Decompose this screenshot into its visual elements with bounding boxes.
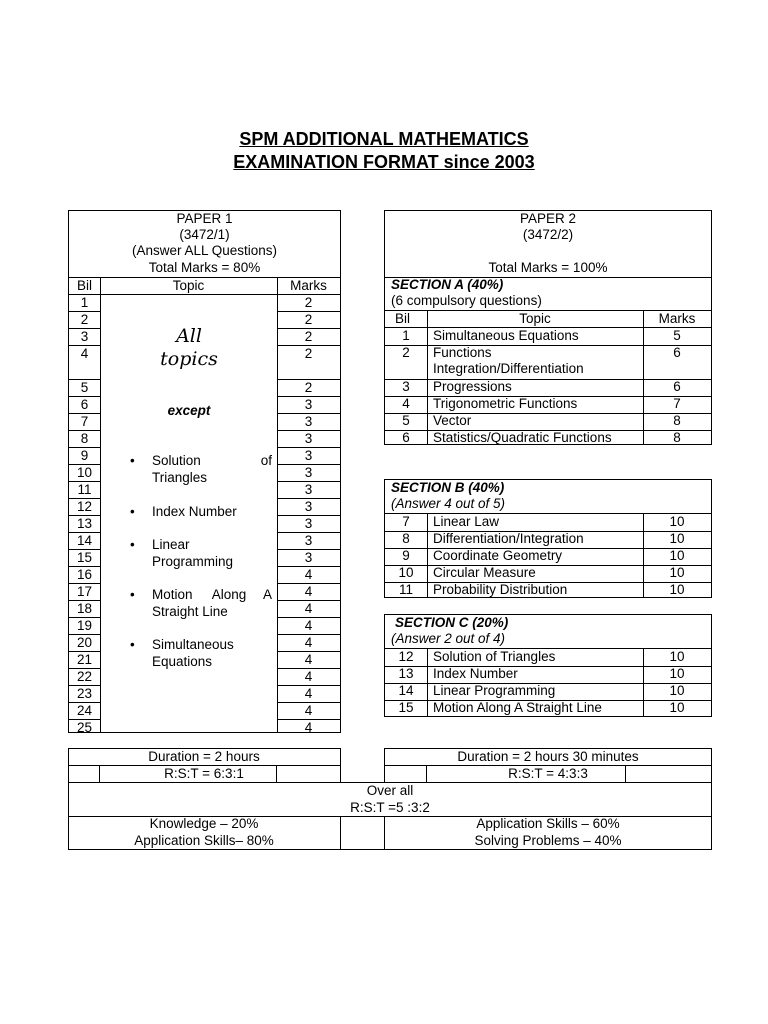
paper1-row-marks: 4 — [304, 669, 313, 684]
paper1-row-marks: 3 — [304, 533, 313, 548]
paper1-row-marks: 3 — [304, 414, 313, 429]
paper1-row-marks: 3 — [304, 499, 313, 514]
section-row-topic: Trigonometric Functions — [433, 396, 578, 411]
section-row-topic: Differentiation/Integration — [433, 531, 584, 546]
paper1-row-marks: 4 — [304, 567, 313, 582]
paper1-row-bil: 17 — [76, 584, 93, 599]
section-row-marks: 10 — [669, 666, 685, 681]
paper1-header-topic: Topic — [172, 278, 205, 293]
section-row-topic: Motion Along A Straight Line — [433, 700, 602, 715]
sectionA-note: (6 compulsory questions) — [391, 293, 542, 308]
divider — [340, 748, 341, 782]
section-row-bil: 7 — [402, 514, 410, 529]
sectionB-title: SECTION B (40%) — [391, 480, 505, 495]
section-row-topic: Solution of Triangles — [433, 649, 556, 664]
section-row-bil: 9 — [402, 548, 410, 563]
summary-table — [68, 748, 712, 850]
paper1-row-bil: 15 — [76, 550, 93, 565]
paper1-row-bil: 12 — [76, 499, 93, 514]
overall-rst: R:S:T =5 :3:2 — [350, 800, 430, 815]
section-row-marks: 6 — [673, 345, 681, 360]
divider — [427, 513, 428, 597]
section-row-marks: 10 — [669, 565, 685, 580]
paper1-row-bil: 6 — [80, 397, 89, 412]
paper1-row-marks: 4 — [304, 720, 313, 735]
paper2-sectionA-table — [384, 210, 712, 445]
section-row-topic: Circular Measure — [433, 565, 536, 580]
paper2-sectionB-table — [384, 479, 712, 598]
paper1-row-marks: 2 — [304, 329, 313, 344]
paper1-row-bil: 20 — [76, 635, 93, 650]
paper1-row-bil: 2 — [80, 312, 89, 327]
paper1-row-marks: 3 — [304, 550, 313, 565]
sectionB-note: (Answer 4 out of 5) — [391, 496, 506, 511]
paper2-total: Total Marks = 100% — [488, 260, 608, 275]
paper1-row-marks: 2 — [304, 295, 313, 310]
exception-item: • Simultaneous Equations — [152, 636, 272, 670]
section-row-bil: 15 — [398, 700, 414, 715]
section-row-topic: Linear Law — [433, 514, 500, 529]
sectionC-note: (Answer 2 out of 4) — [391, 631, 506, 646]
exception-item: • Solution of Triangles — [152, 452, 272, 486]
paper1-row-marks: 3 — [304, 431, 313, 446]
paper1-table — [68, 210, 341, 733]
paper1-row-marks: 3 — [304, 465, 313, 480]
paper1-total: Total Marks = 80% — [148, 260, 261, 275]
paper1-row-bil: 8 — [80, 431, 89, 446]
paper2-sectionC-table — [384, 614, 712, 717]
divider — [100, 277, 101, 732]
paper2-code: (3472/2) — [522, 227, 574, 242]
divider — [68, 849, 712, 850]
paper1-row-bil: 10 — [76, 465, 93, 480]
section-row-bil: 3 — [402, 379, 410, 394]
paper1-row-bil: 7 — [80, 414, 89, 429]
paper1-row-marks: 4 — [304, 601, 313, 616]
section-row-topic: Coordinate Geometry — [433, 548, 563, 563]
section-row-topic: Progressions — [433, 379, 512, 394]
exception-item: • Index Number — [152, 503, 272, 520]
p2-solving: Solving Problems – 40% — [474, 833, 622, 848]
paper1-row-marks: 3 — [304, 448, 313, 463]
p1-duration: Duration = 2 hours — [148, 749, 260, 764]
p2-rst: R:S:T = 4:3:3 — [508, 766, 588, 781]
section-row-topic-2: Integration/Differentiation — [433, 361, 584, 376]
all-topics-label-2: topics — [160, 348, 218, 370]
paper1-row-marks: 2 — [304, 380, 313, 395]
paper1-row-bil: 23 — [76, 686, 93, 701]
paper1-row-bil: 16 — [76, 567, 93, 582]
section-row-marks: 10 — [669, 531, 685, 546]
paper1-row-bil: 11 — [77, 482, 92, 497]
paper1-row-marks: 4 — [304, 584, 313, 599]
paper1-row-marks: 4 — [304, 686, 313, 701]
paper1-row-bil: 1 — [80, 295, 89, 310]
paper1-row-bil: 13 — [76, 516, 93, 531]
section-row-bil: 6 — [402, 430, 410, 445]
section-row-bil: 4 — [402, 396, 410, 411]
paper1-row-bil: 22 — [76, 669, 93, 684]
paper1-row-marks: 4 — [304, 635, 313, 650]
section-row-marks: 10 — [669, 649, 685, 664]
section-row-marks: 10 — [669, 582, 685, 597]
section-row-topic: Functions — [433, 345, 492, 360]
sectionA-header-bil: Bil — [395, 311, 411, 326]
paper1-row-bil: 4 — [80, 346, 89, 361]
section-row-marks: 8 — [673, 413, 681, 428]
section-row-topic: Index Number — [433, 666, 518, 681]
section-row-bil: 11 — [398, 582, 413, 597]
paper1-row-marks: 4 — [304, 703, 313, 718]
section-row-bil: 12 — [398, 649, 414, 664]
paper1-row-bil: 5 — [80, 380, 89, 395]
all-topics-label-1: All — [176, 325, 202, 347]
paper1-row-marks: 3 — [304, 516, 313, 531]
section-row-marks: 6 — [673, 379, 681, 394]
section-row-bil: 13 — [398, 666, 414, 681]
paper1-row-marks: 2 — [304, 312, 313, 327]
section-row-bil: 1 — [402, 328, 410, 343]
p2-application: Application Skills – 60% — [476, 816, 620, 831]
title-line-2: EXAMINATION FORMAT since 2003 — [233, 152, 535, 172]
p1-knowledge: Knowledge – 20% — [149, 816, 259, 831]
section-row-marks: 8 — [673, 430, 681, 445]
paper1-row-bil: 18 — [76, 601, 93, 616]
sectionA-header-topic: Topic — [519, 311, 551, 326]
section-row-topic: Statistics/Quadratic Functions — [433, 430, 612, 445]
except-label: except — [167, 403, 211, 418]
section-row-topic: Simultaneous Equations — [433, 328, 579, 343]
divider — [340, 816, 341, 850]
p1-application: Application Skills– 80% — [134, 833, 274, 848]
divider — [427, 310, 428, 444]
sectionC-title: SECTION C (20%) — [395, 615, 509, 630]
section-row-marks: 10 — [669, 548, 685, 563]
paper1-row-bil: 25 — [76, 720, 93, 735]
paper1-instruction: (Answer ALL Questions) — [131, 243, 278, 258]
section-row-marks: 10 — [669, 700, 685, 715]
title-line-1: SPM ADDITIONAL MATHEMATICS — [239, 129, 529, 149]
paper1-row-bil: 21 — [76, 652, 93, 667]
paper1-row-marks: 3 — [304, 397, 313, 412]
paper1-row-marks: 4 — [304, 618, 313, 633]
paper1-code: (3472/1) — [179, 227, 230, 242]
section-row-marks: 5 — [673, 328, 681, 343]
section-row-bil: 14 — [398, 683, 414, 698]
paper1-row-bil: 14 — [76, 533, 93, 548]
overall-label: Over all — [366, 783, 414, 798]
section-row-bil: 8 — [402, 531, 410, 546]
paper1-row-marks: 4 — [304, 652, 313, 667]
paper1-header-bil: Bil — [76, 278, 92, 293]
exception-item: • Linear Programming — [152, 536, 272, 570]
section-row-topic: Vector — [433, 413, 472, 428]
paper1-row-marks: 3 — [304, 482, 313, 497]
p2-duration: Duration = 2 hours 30 minutes — [457, 749, 639, 764]
paper1-name: PAPER 1 — [176, 211, 233, 226]
paper2-name: PAPER 2 — [519, 211, 577, 226]
section-row-bil: 2 — [402, 345, 410, 360]
section-row-topic: Linear Programming — [433, 683, 556, 698]
paper1-row-bil: 9 — [80, 448, 89, 463]
paper1-header-marks: Marks — [290, 278, 327, 293]
p1-rst: R:S:T = 6:3:1 — [164, 766, 244, 781]
paper1-row-marks: 2 — [304, 346, 313, 361]
divider — [427, 648, 428, 716]
section-row-topic: Probability Distribution — [433, 582, 568, 597]
paper1-row-bil: 3 — [80, 329, 89, 344]
section-row-marks: 10 — [669, 683, 685, 698]
paper1-row-bil: 19 — [76, 618, 93, 633]
section-row-marks: 10 — [669, 514, 685, 529]
section-row-bil: 10 — [398, 565, 414, 580]
paper1-row-bil: 24 — [76, 703, 93, 718]
exception-item: • Motion Along A Straight Line — [152, 586, 272, 620]
section-row-marks: 7 — [673, 396, 681, 411]
sectionA-title: SECTION A (40%) — [391, 277, 504, 292]
section-row-bil: 5 — [402, 413, 410, 428]
sectionA-header-marks: Marks — [658, 311, 696, 326]
